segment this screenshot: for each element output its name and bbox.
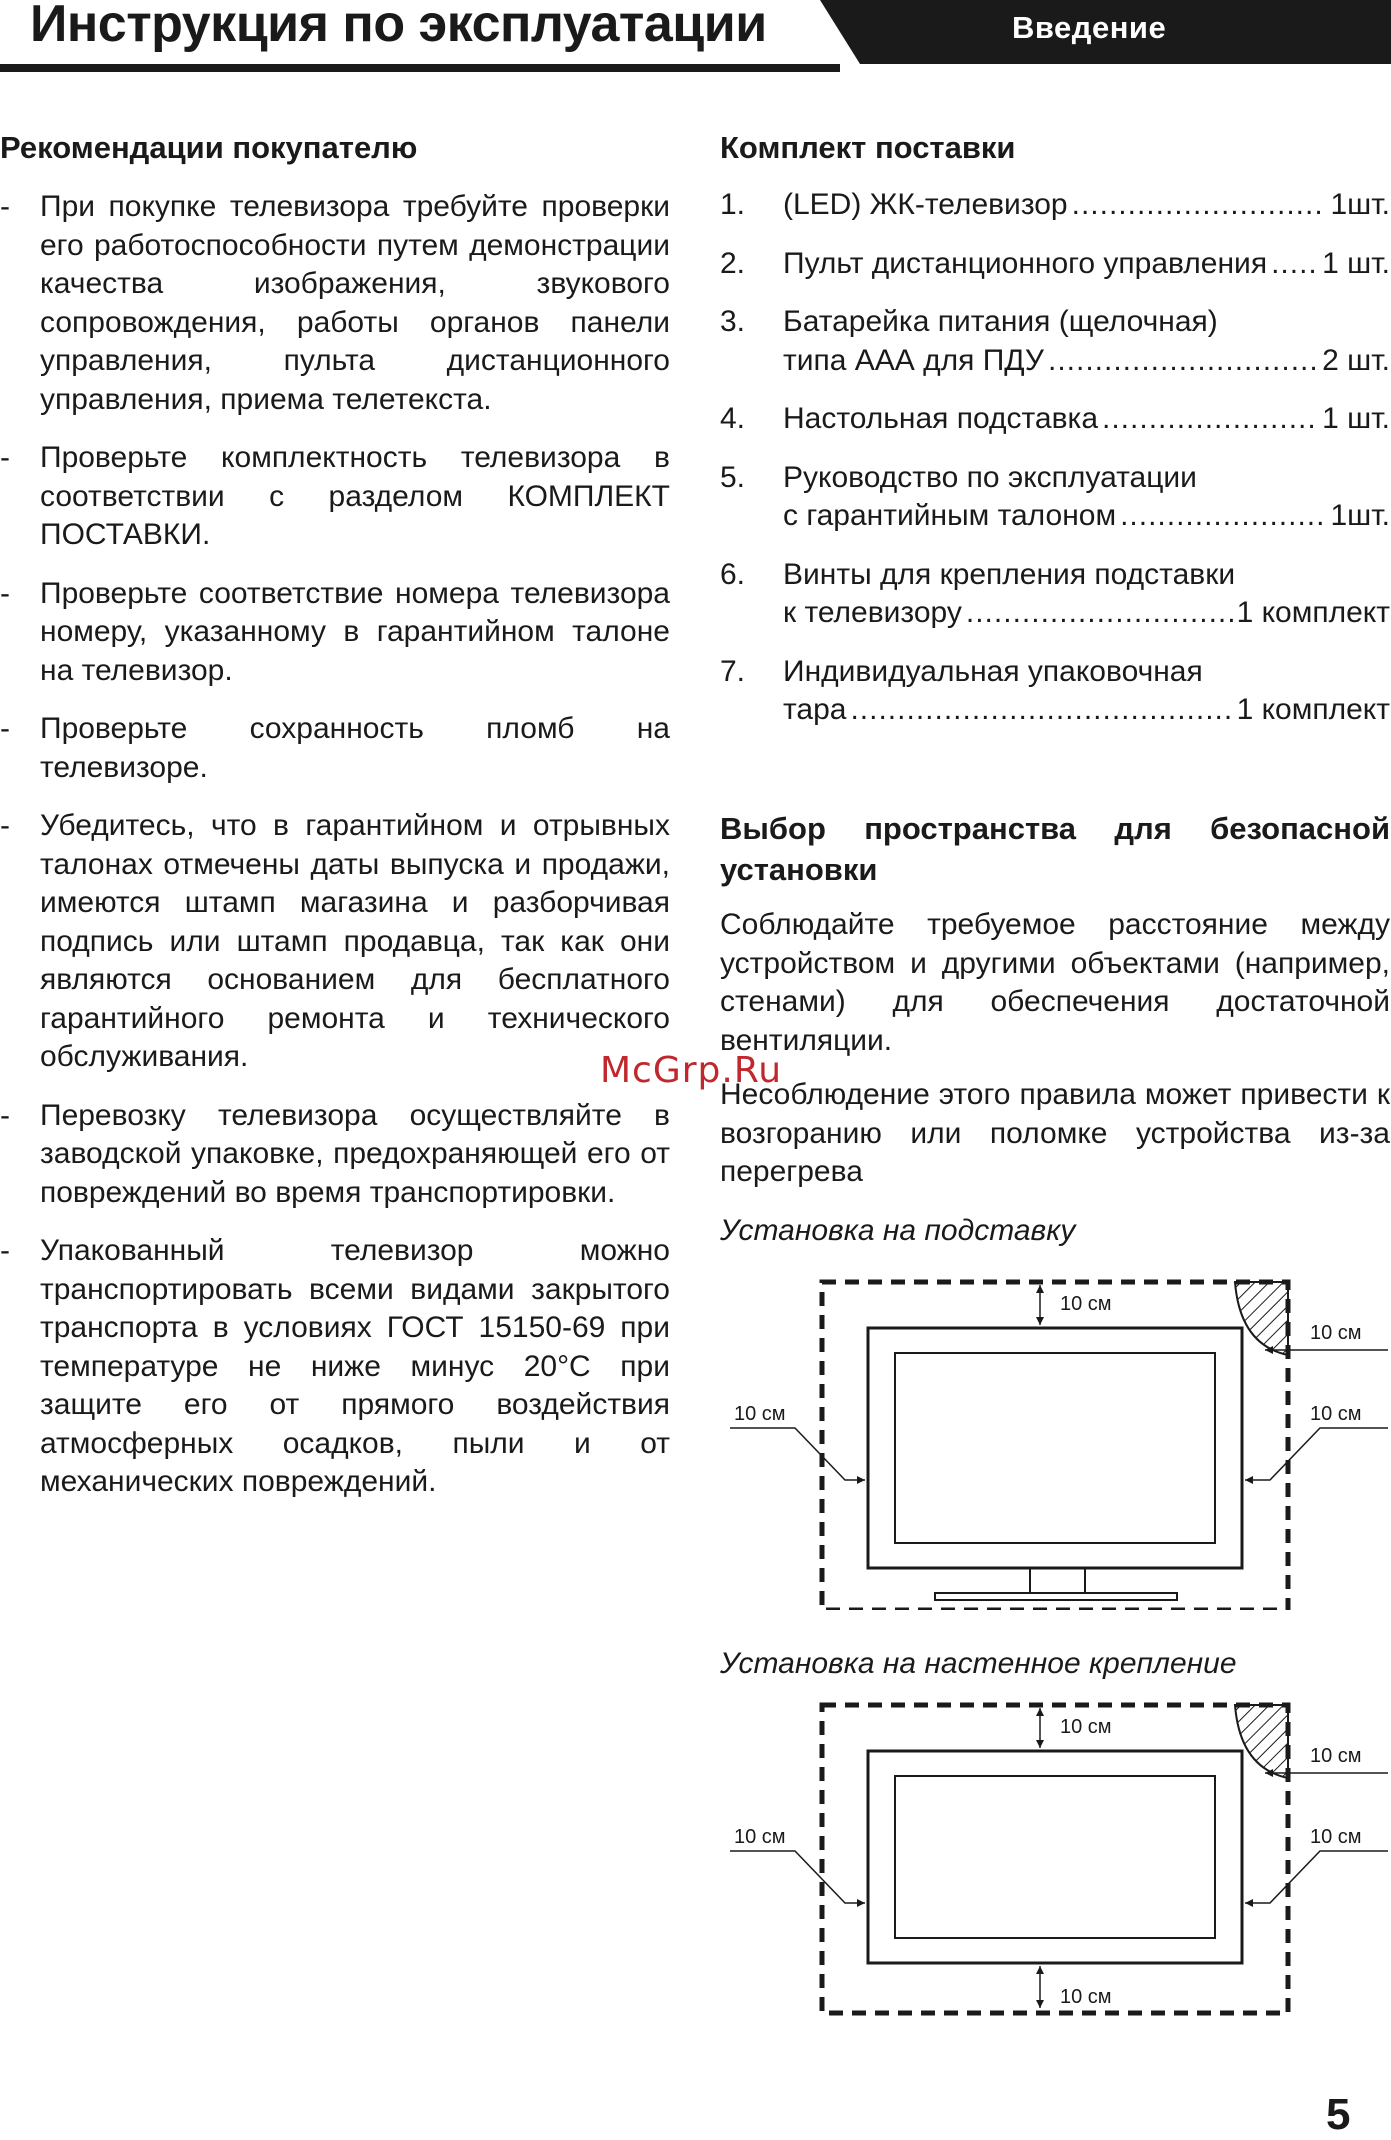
section-label: Введение <box>1012 10 1167 45</box>
safety-warning: Несоблюдение этого правила может привести к возгоранию или поломке устройства из-за перегрева <box>720 1078 1390 1188</box>
kit-item: 6. Винты для крепления подставки к телевизору ..... 1 комплект <box>720 556 1390 633</box>
top-clearance-label: 10 см <box>1060 1716 1112 1738</box>
right-clearance-label: 10 см <box>1310 1403 1362 1425</box>
kit-item: 2. Пульт дистанционного управления ..... 1 шт. <box>720 245 1390 284</box>
caption-stand: Установка на подставку <box>720 1213 1076 1247</box>
right-clearance-label: 10 см <box>1310 1826 1362 1848</box>
kit-item: 1. (LED) ЖК-телевизор ..... 1шт. <box>720 186 1390 225</box>
header-rule <box>0 64 840 72</box>
top-clearance-label: 10 см <box>1060 1293 1112 1315</box>
wall-clearance-diagram <box>720 1688 1391 2023</box>
left-clearance-label: 10 см <box>734 1826 786 1848</box>
list-item: - Упакованный телевизор можно транспортировать всеми видами закрытого транспорта в условиях ГОСТ 15150-69 при температуре не ниже минус 20°С при защите его от прямого воздействия атмосферных осадков, пыли и от механических повреждений. <box>0 1234 670 1498</box>
watermark: McGrp.Ru <box>600 1050 783 1091</box>
wall-clearance-label: 10 см <box>1310 1322 1362 1344</box>
wall-clearance-label: 10 см <box>1310 1745 1362 1767</box>
kit-section <box>720 130 1390 750</box>
kit-heading: Комплект поставки <box>720 130 1016 165</box>
list-item: - Перевозку телевизора осуществляйте в заводской упаковке, предохраняющей его от повреждений во время транспортировки. <box>0 1098 670 1209</box>
kit-list <box>720 186 1390 730</box>
list-item: - Проверьте комплектность телевизора в соответствии с разделом КОМПЛЕКТ ПОСТАВКИ. <box>0 441 670 551</box>
left-clearance-label: 10 см <box>734 1403 786 1425</box>
list-item: - Убедитесь, что в гарантийном и отрывных талонах отмечены даты выпуска и продажи, имеются штамп магазина и разборчивая подпись или штамп продавца, так как они являются основанием для бесплатного гарантийного ремонта и технического обслуживания. <box>0 809 670 1073</box>
tv-frame <box>868 1751 1242 1963</box>
bottom-clearance-label: 10 см <box>1060 1986 1112 2008</box>
manual-title: Инструкция по эксплуатации <box>30 0 767 53</box>
caption-wall: Установка на настенное крепление <box>720 1647 1237 1680</box>
tv-stand-neck <box>1030 1568 1085 1593</box>
list-item: - При покупке телевизора требуйте проверки его работоспособности путем демонстрации качества изображения, звукового сопровождения, работы органов панели управления, пульта дистанционного управления, приема телетекста. <box>0 190 670 416</box>
stand-clearance-diagram <box>720 1265 1391 1610</box>
kit-item: 3. Батарейка питания (щелочная) типа ААА для ПДУ ..... 2 шт. <box>720 303 1390 380</box>
recommendations-heading: Рекомендации покупателю <box>0 130 418 165</box>
tv-frame <box>868 1328 1242 1568</box>
kit-item: 5. Руководство по эксплуатации с гарантийным талоном ..... 1шт. <box>720 459 1390 536</box>
safety-heading: Выбор пространства для безопасной установки <box>720 811 1390 887</box>
page-number: 5 <box>1326 2090 1351 2139</box>
list-item: - Проверьте соответствие номера телевизора номеру, указанному в гарантийном талоне на телевизор. <box>0 576 670 687</box>
safety-section <box>720 808 1390 1250</box>
safety-paragraph: Соблюдайте требуемое расстояние между устройством и другими объектами (например, стенами) для обеспечения достаточной вентиляции. <box>720 908 1390 1057</box>
page-header <box>0 0 1391 72</box>
recommendations-section <box>0 130 670 1522</box>
recommendations-list <box>0 188 670 1502</box>
tv-stand-base <box>935 1593 1177 1600</box>
list-item: - Проверьте сохранность пломб на телевизоре. <box>0 712 670 784</box>
kit-item: 7. Индивидуальная упаковочная тара ..... 1 комплект <box>720 653 1390 730</box>
kit-item: 4. Настольная подставка ..... 1 шт. <box>720 400 1390 439</box>
